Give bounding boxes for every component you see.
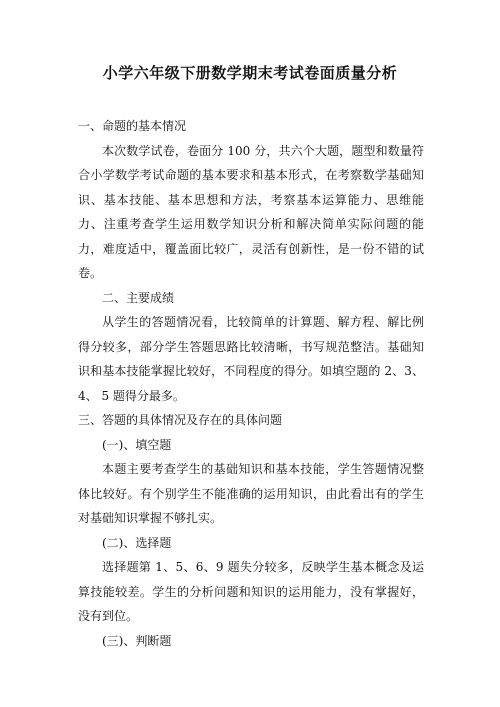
section-heading-basic-info: 一、命题的基本情况 xyxy=(78,119,187,133)
subsection-heading-multiple-choice: (二)、选择题 xyxy=(102,535,172,550)
paragraph-main-results: 从学生的答题情况看，比较简单的计算题、解方程、解比例得分较多，部分学生答题思路比较清晰，书写规范整洁。基础知识和基本技能掌握比较好，不同程度的得分。如填空题的 2、3、4、 5 题得分最多。 xyxy=(78,315,424,403)
paragraph-fill-in: 本题主要考查学生的基础知识和基本技能，学生答题情况整体比较好。有个别学生不能准确的运用知识，由此看出有的学生对基础知识掌握不够扎实。 xyxy=(78,462,424,525)
section-heading-main-results: 二、主要成绩 xyxy=(102,290,175,305)
document-body xyxy=(78,114,424,653)
section-heading-specific-problems: 三、答题的具体情况及存在的具体问题 xyxy=(78,413,283,427)
paragraph-basic-info: 本次数学试卷，卷面分 100 分，共六个大题，题型和数量符合小学数学考试命题的基本要求和基本形式，在考察数学基础知识、基本技能、基本思想和方法，考察基本运算能力、思维能力、注重考查学生运用数学知识分析和解决简单实际问题的能力，难度适中，覆盖面比较广，灵活有创新性，是一份不错的试卷。 xyxy=(78,143,424,280)
subsection-heading-fill-in: (一)、填空题 xyxy=(102,437,172,452)
paragraph-multiple-choice: 选择题第 1、5、6、9 题失分较多，反映学生基本概念及运算技能较差。学生的分析问题和知识的运用能力，没有掌握好，没有到位。 xyxy=(78,560,424,623)
document-title: 小学六年级下册数学期末考试卷面质量分析 xyxy=(102,64,398,82)
subsection-heading-true-false: (三)、判断题 xyxy=(102,633,172,648)
